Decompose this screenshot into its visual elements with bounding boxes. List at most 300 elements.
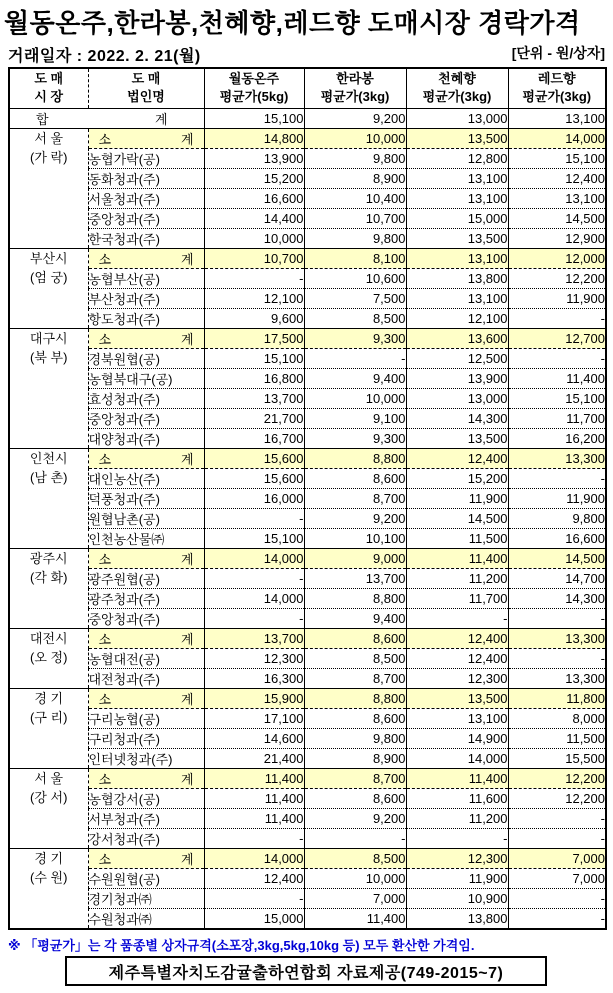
table-row <box>9 268 606 288</box>
page-title: 월동온주,한라봉,천혜향,레드향 도매시장 경락가격 <box>4 8 581 38</box>
price-cell: - <box>508 648 606 668</box>
corp-name-cell: 인천농산물㈜ <box>88 528 204 548</box>
total-label-cell <box>9 108 204 128</box>
price-cell: 13,300 <box>508 628 606 648</box>
price-cell: - <box>406 608 508 628</box>
price-cell: 14,400 <box>204 208 304 228</box>
price-cell: 14,000 <box>204 848 304 868</box>
price-cell: 13,500 <box>406 228 508 248</box>
market-name: 서 울 <box>34 770 64 786</box>
corp-name-cell: 대인농산(주) <box>88 468 204 488</box>
price-cell: 8,700 <box>304 668 406 688</box>
price-cell: - <box>406 828 508 848</box>
subtotal-right: 계 <box>180 331 194 347</box>
footnote: ※ 「평균가」는 각 품종별 상자규격(소포장,3kg,5kg,10kg 등) 모두 환산한 가격임. <box>8 938 475 953</box>
corp-name-cell: 인터넷청과(주) <box>88 748 204 768</box>
price-cell: 10,600 <box>304 268 406 288</box>
table-row <box>9 708 606 728</box>
table-row <box>9 228 606 248</box>
price-cell: 9,400 <box>304 368 406 388</box>
price-cell: 11,400 <box>204 788 304 808</box>
market-cell <box>9 548 88 628</box>
price-cell: 13,900 <box>204 148 304 168</box>
price-cell: - <box>304 348 406 368</box>
market-branch: (남 촌) <box>30 469 68 485</box>
price-cell: 12,100 <box>406 308 508 328</box>
price-cell: 13,000 <box>406 388 508 408</box>
price-cell: 9,800 <box>508 508 606 528</box>
market-name: 경 기 <box>34 850 64 866</box>
price-cell: 9,800 <box>304 728 406 748</box>
subtotal-left: 소 <box>98 251 112 267</box>
subtotal-label <box>89 129 204 148</box>
market-branch: (수 원) <box>30 869 68 885</box>
price-cell: 15,000 <box>406 208 508 228</box>
price-cell: 12,100 <box>204 288 304 308</box>
market-branch: (구 리) <box>30 709 68 725</box>
subtotal-left: 소 <box>98 331 112 347</box>
price-cell: 8,900 <box>304 748 406 768</box>
price-cell: 10,000 <box>304 128 406 148</box>
price-cell: 9,400 <box>304 608 406 628</box>
table-row <box>9 308 606 328</box>
price-cell: 15,500 <box>508 748 606 768</box>
subtotal-left: 소 <box>98 691 112 707</box>
corp-name-cell: 서울청과(주) <box>88 188 204 208</box>
market-cell <box>9 448 88 548</box>
corp-name-cell: 한국청과(주) <box>88 228 204 248</box>
subtotal-label-cell <box>88 128 204 148</box>
table-row <box>9 368 606 388</box>
price-cell: 15,600 <box>204 468 304 488</box>
table-row <box>9 568 606 588</box>
price-cell: 11,700 <box>508 408 606 428</box>
total-label <box>10 109 204 128</box>
market-name: 인천시 <box>29 450 68 466</box>
price-cell: 12,000 <box>508 248 606 268</box>
price-cell: 8,900 <box>304 168 406 188</box>
corp-name-cell: 경기청과㈜ <box>88 888 204 908</box>
price-cell: 7,000 <box>508 848 606 868</box>
table-header <box>9 68 606 108</box>
table-row <box>9 388 606 408</box>
market-branch: (가 락) <box>30 149 68 165</box>
subtotal-left: 소 <box>98 551 112 567</box>
table-row <box>9 348 606 368</box>
header-market: 도 매 시 장 <box>34 71 64 105</box>
price-cell: - <box>508 828 606 848</box>
table-row <box>9 168 606 188</box>
header-cheonhyehyang: 천혜향 평균가(3kg) <box>406 68 508 108</box>
price-cell: 15,100 <box>204 108 304 128</box>
price-cell: 13,700 <box>204 388 304 408</box>
price-cell: 14,800 <box>204 128 304 148</box>
price-cell: 14,000 <box>204 548 304 568</box>
market-branch: (오 정) <box>30 649 68 665</box>
corp-name-cell: 중앙청과(주) <box>88 408 204 428</box>
corp-name-cell: 구리청과(주) <box>88 728 204 748</box>
price-cell: 8,800 <box>304 688 406 708</box>
price-cell: 16,000 <box>204 488 304 508</box>
corp-name-cell: 항도청과(주) <box>88 308 204 328</box>
price-cell: 14,600 <box>204 728 304 748</box>
price-cell: 9,800 <box>304 148 406 168</box>
price-cell: 11,400 <box>508 368 606 388</box>
table-row <box>9 848 606 868</box>
table-row <box>9 488 606 508</box>
price-cell: 12,200 <box>508 768 606 788</box>
price-cell: 15,900 <box>204 688 304 708</box>
price-cell: 12,800 <box>406 148 508 168</box>
price-cell: 12,200 <box>508 788 606 808</box>
price-cell: 21,400 <box>204 748 304 768</box>
subtotal-left: 소 <box>98 451 112 467</box>
corp-name-cell: 농협부산(공) <box>88 268 204 288</box>
price-cell: 16,300 <box>204 668 304 688</box>
subtotal-label-cell <box>88 448 204 468</box>
subtotal-label-cell <box>88 548 204 568</box>
subtotal-label <box>89 329 204 348</box>
price-cell: 12,300 <box>204 648 304 668</box>
price-cell: 13,000 <box>406 108 508 128</box>
price-cell: - <box>204 508 304 528</box>
market-name: 광주시 <box>29 550 68 566</box>
source-text: 제주특별자치도감귤출하연합회 자료제공(749-2015~7) <box>108 964 504 982</box>
price-table <box>8 67 607 930</box>
table-row <box>9 828 606 848</box>
market-name: 대구시 <box>29 330 68 346</box>
price-cell: 17,100 <box>204 708 304 728</box>
price-cell: 10,100 <box>304 528 406 548</box>
header-redhyang: 레드향 평균가(3kg) <box>508 68 606 108</box>
price-cell: 11,400 <box>204 808 304 828</box>
price-cell: 14,300 <box>406 408 508 428</box>
price-cell: 8,700 <box>304 768 406 788</box>
corp-name-cell: 수원청과㈜ <box>88 908 204 929</box>
table-row <box>9 428 606 448</box>
price-cell: - <box>304 828 406 848</box>
price-cell: 8,000 <box>508 708 606 728</box>
price-cell: 21,700 <box>204 408 304 428</box>
price-cell: - <box>508 888 606 908</box>
source-box <box>65 956 547 986</box>
subtotal-label-cell <box>88 768 204 788</box>
price-cell: 14,500 <box>508 208 606 228</box>
price-cell: 15,200 <box>406 468 508 488</box>
price-cell: 13,300 <box>508 668 606 688</box>
price-cell: 15,100 <box>204 528 304 548</box>
header-woldongonju: 월동온주 평균가(5kg) <box>204 68 304 108</box>
header-hallabong: 한라봉 평균가(3kg) <box>304 68 406 108</box>
price-cell: 7,500 <box>304 288 406 308</box>
subtotal-right: 계 <box>180 851 194 867</box>
corp-name-cell: 효성청과(주) <box>88 388 204 408</box>
price-cell: 13,100 <box>406 708 508 728</box>
corp-name-cell: 대양청과(주) <box>88 428 204 448</box>
subtotal-left: 소 <box>98 851 112 867</box>
price-cell: 11,500 <box>508 728 606 748</box>
subtotal-right: 계 <box>180 551 194 567</box>
price-cell: 13,500 <box>406 128 508 148</box>
subtotal-left: 소 <box>98 131 112 147</box>
total-label-left: 합 <box>36 111 49 127</box>
price-cell: 9,300 <box>304 328 406 348</box>
price-cell: 9,200 <box>304 108 406 128</box>
subtotal-label <box>89 549 204 568</box>
price-cell: 7,000 <box>304 888 406 908</box>
corp-name-cell: 수원원협(공) <box>88 868 204 888</box>
table-row <box>9 868 606 888</box>
price-cell: 13,900 <box>406 368 508 388</box>
price-cell: 12,300 <box>406 848 508 868</box>
price-cell: 16,700 <box>204 428 304 448</box>
price-cell: 16,200 <box>508 428 606 448</box>
market-cell <box>9 328 88 448</box>
table-body <box>9 108 606 929</box>
price-cell: 15,600 <box>204 448 304 468</box>
price-cell: - <box>508 348 606 368</box>
price-cell: 8,100 <box>304 248 406 268</box>
price-cell: 12,400 <box>406 648 508 668</box>
subtotal-label <box>89 629 204 648</box>
corp-name-cell: 덕풍청과(주) <box>88 488 204 508</box>
price-cell: 9,100 <box>304 408 406 428</box>
price-cell: - <box>508 468 606 488</box>
corp-name-cell: 경북원협(공) <box>88 348 204 368</box>
price-cell: 9,600 <box>204 308 304 328</box>
table-row <box>9 408 606 428</box>
price-cell: 7,000 <box>508 868 606 888</box>
subtotal-label-cell <box>88 848 204 868</box>
price-cell: 16,800 <box>204 368 304 388</box>
price-cell: 9,300 <box>304 428 406 448</box>
price-cell: 13,100 <box>508 108 606 128</box>
table-row <box>9 548 606 568</box>
price-cell: 14,000 <box>204 588 304 608</box>
corp-name-cell: 부산청과(주) <box>88 288 204 308</box>
price-cell: 10,400 <box>304 188 406 208</box>
price-cell: 13,100 <box>406 168 508 188</box>
price-cell: 12,400 <box>508 168 606 188</box>
table-row <box>9 768 606 788</box>
price-cell: 10,000 <box>304 388 406 408</box>
price-cell: 8,600 <box>304 628 406 648</box>
price-cell: 11,900 <box>508 488 606 508</box>
corp-name-cell: 서부청과(주) <box>88 808 204 828</box>
table-row <box>9 148 606 168</box>
price-cell: 12,900 <box>508 228 606 248</box>
price-cell: 13,500 <box>406 688 508 708</box>
market-cell <box>9 248 88 328</box>
corp-name-cell: 중앙청과(주) <box>88 208 204 228</box>
table-row <box>9 468 606 488</box>
price-cell: 16,600 <box>508 528 606 548</box>
price-cell: 12,300 <box>406 668 508 688</box>
table-row <box>9 208 606 228</box>
price-cell: 13,100 <box>406 188 508 208</box>
price-cell: 10,000 <box>204 228 304 248</box>
price-cell: 14,000 <box>508 128 606 148</box>
subtotal-label <box>89 769 204 788</box>
price-cell: 14,000 <box>406 748 508 768</box>
price-cell: 10,700 <box>304 208 406 228</box>
price-cell: - <box>204 888 304 908</box>
price-cell: 11,600 <box>406 788 508 808</box>
subtotal-right: 계 <box>180 251 194 267</box>
table-row <box>9 248 606 268</box>
corp-name-cell: 농협북대구(공) <box>88 368 204 388</box>
table-row <box>9 728 606 748</box>
table-row <box>9 648 606 668</box>
price-cell: 8,600 <box>304 468 406 488</box>
price-cell: 13,100 <box>406 248 508 268</box>
subtotal-right: 계 <box>180 451 194 467</box>
table-row <box>9 788 606 808</box>
table-row <box>9 328 606 348</box>
market-name: 대전시 <box>29 630 68 646</box>
price-cell: 11,200 <box>406 808 508 828</box>
subtotal-left: 소 <box>98 771 112 787</box>
table-row <box>9 188 606 208</box>
price-cell: 15,000 <box>204 908 304 929</box>
price-cell: 16,600 <box>204 188 304 208</box>
subtotal-right: 계 <box>180 631 194 647</box>
price-cell: 11,900 <box>406 488 508 508</box>
price-cell: 14,300 <box>508 588 606 608</box>
corp-name-cell: 농협강서(공) <box>88 788 204 808</box>
subtotal-label <box>89 249 204 268</box>
price-cell: 12,400 <box>406 628 508 648</box>
price-cell: - <box>204 268 304 288</box>
subtotal-label-cell <box>88 328 204 348</box>
market-branch: (북 부) <box>30 349 68 365</box>
price-cell: 13,800 <box>406 908 508 929</box>
price-cell: 8,500 <box>304 648 406 668</box>
price-cell: - <box>204 608 304 628</box>
table-row <box>9 688 606 708</box>
corp-name-cell: 동화청과(주) <box>88 168 204 188</box>
price-cell: 11,500 <box>406 528 508 548</box>
price-cell: 12,500 <box>406 348 508 368</box>
subtotal-right: 계 <box>180 771 194 787</box>
price-cell: 11,700 <box>406 588 508 608</box>
price-cell: 8,800 <box>304 448 406 468</box>
price-cell: 15,100 <box>204 348 304 368</box>
table-row <box>9 628 606 648</box>
price-cell: 13,600 <box>406 328 508 348</box>
table-row <box>9 748 606 768</box>
market-name: 부산시 <box>29 250 68 266</box>
table-row <box>9 588 606 608</box>
price-cell: 9,000 <box>304 548 406 568</box>
price-cell: 11,400 <box>406 548 508 568</box>
price-cell: 8,700 <box>304 488 406 508</box>
market-cell <box>9 688 88 768</box>
market-cell <box>9 848 88 929</box>
subtotal-left: 소 <box>98 631 112 647</box>
price-cell: 13,100 <box>508 188 606 208</box>
market-branch: (각 화) <box>30 569 68 585</box>
price-cell: 13,500 <box>406 428 508 448</box>
price-cell: 11,400 <box>304 908 406 929</box>
header-corp: 도 매 법인명 <box>88 68 204 108</box>
price-cell: 9,200 <box>304 508 406 528</box>
price-cell: 10,700 <box>204 248 304 268</box>
subtotal-right: 계 <box>180 691 194 707</box>
price-cell: - <box>508 308 606 328</box>
market-name: 경 기 <box>34 690 64 706</box>
price-cell: 8,600 <box>304 708 406 728</box>
price-cell: 13,100 <box>406 288 508 308</box>
price-cell: 8,500 <box>304 848 406 868</box>
corp-name-cell: 원협남촌(공) <box>88 508 204 528</box>
price-cell: - <box>508 608 606 628</box>
corp-name-cell: 구리농협(공) <box>88 708 204 728</box>
price-cell: 8,500 <box>304 308 406 328</box>
table-row <box>9 508 606 528</box>
subtotal-right: 계 <box>180 131 194 147</box>
price-cell: 13,700 <box>304 568 406 588</box>
price-cell: 8,600 <box>304 788 406 808</box>
price-cell: 13,700 <box>204 628 304 648</box>
subtotal-label-cell <box>88 248 204 268</box>
market-cell <box>9 768 88 848</box>
market-branch: (강 서) <box>30 789 68 805</box>
table-row <box>9 288 606 308</box>
market-cell <box>9 128 88 248</box>
price-cell: 14,500 <box>508 548 606 568</box>
price-cell: - <box>204 828 304 848</box>
trade-date-label: 거래일자 : 2022. 2. 21(월) <box>8 48 201 65</box>
price-cell: 15,100 <box>508 388 606 408</box>
price-cell: 11,400 <box>204 768 304 788</box>
price-cell: 10,900 <box>406 888 508 908</box>
price-cell: 12,200 <box>508 268 606 288</box>
table-row <box>9 908 606 929</box>
table-row <box>9 448 606 468</box>
price-cell: - <box>508 908 606 929</box>
price-cell: - <box>204 568 304 588</box>
price-cell: 13,300 <box>508 448 606 468</box>
table-row <box>9 128 606 148</box>
price-cell: 11,900 <box>406 868 508 888</box>
table-row <box>9 808 606 828</box>
subtotal-label <box>89 449 204 468</box>
table-row <box>9 888 606 908</box>
corp-name-cell: 광주청과(주) <box>88 588 204 608</box>
price-cell: 11,900 <box>508 288 606 308</box>
price-cell: 8,800 <box>304 588 406 608</box>
price-cell: 11,200 <box>406 568 508 588</box>
subtotal-label <box>89 689 204 708</box>
price-cell: 10,000 <box>304 868 406 888</box>
table-row <box>9 668 606 688</box>
market-cell <box>9 628 88 688</box>
price-cell: 9,200 <box>304 808 406 828</box>
market-name: 서 울 <box>34 130 64 146</box>
price-cell: 11,800 <box>508 688 606 708</box>
corp-name-cell: 농협가락(공) <box>88 148 204 168</box>
subtotal-label <box>89 849 204 868</box>
corp-name-cell: 광주원협(공) <box>88 568 204 588</box>
price-cell: 15,200 <box>204 168 304 188</box>
price-cell: 17,500 <box>204 328 304 348</box>
subtotal-label-cell <box>88 688 204 708</box>
price-cell: 14,500 <box>406 508 508 528</box>
total-label-right: 계 <box>154 111 168 127</box>
unit-label: [단위 - 원/상자] <box>511 45 605 61</box>
price-cell: - <box>508 808 606 828</box>
